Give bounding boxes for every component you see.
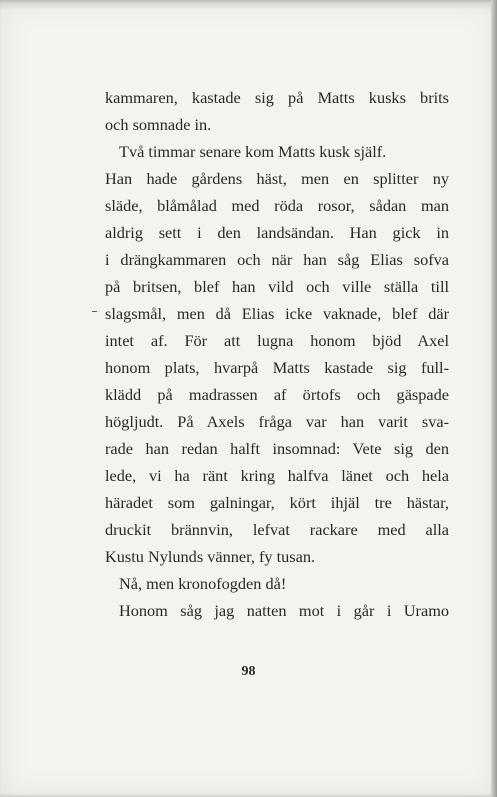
text-line: högljudt. På Axels fråga var han varit sva- [105, 412, 449, 431]
text-line: honom plats, hvarpå Matts kastade sig full- [105, 358, 449, 377]
text-line: Honom såg jag natten mot i går i Uramo [119, 601, 449, 620]
page-top-shadow [0, 0, 497, 10]
text-line: aldrig sett i den landsändan. Han gick in [105, 223, 449, 242]
text-line: druckit brännvin, lefvat rackare med alla [105, 520, 449, 539]
margin-mark [92, 311, 97, 312]
text-line: Kustu Nylunds vänner, fy tusan. [105, 547, 316, 566]
body-text [105, 84, 449, 624]
text-line: i drängkammaren och när han såg Elias sofva [105, 250, 449, 269]
text-line: lede, vi ha ränt kring halfva länet och hela [105, 466, 449, 485]
text-line: Nå, men kronofogden då! [119, 574, 287, 593]
text-line: Två timmar senare kom Matts kusk själf. [119, 142, 387, 161]
text-line: intet af. För att lugna honom bjöd Axel [105, 331, 449, 350]
text-line: släde, blåmålad med röda rosor, sådan man [105, 196, 449, 215]
text-line: rade han redan halft insomnad: Vete sig den [105, 439, 449, 458]
text-line: och somnade in. [105, 115, 212, 134]
text-line: kammaren, kastade sig på Matts kusks brits [105, 88, 449, 107]
text-line: Han hade gårdens häst, men en splitter ny [105, 169, 449, 188]
text-line: klädd på madrassen af örtofs och gäspade [105, 385, 449, 404]
text-line: slagsmål, men då Elias icke vaknade, blef där [105, 304, 449, 323]
text-line: häradet som galningar, kört ihjäl tre hästar, [105, 493, 449, 512]
page-number: 98 [241, 664, 256, 679]
text-line: på britsen, blef han vild och ville ställa till [105, 277, 449, 296]
